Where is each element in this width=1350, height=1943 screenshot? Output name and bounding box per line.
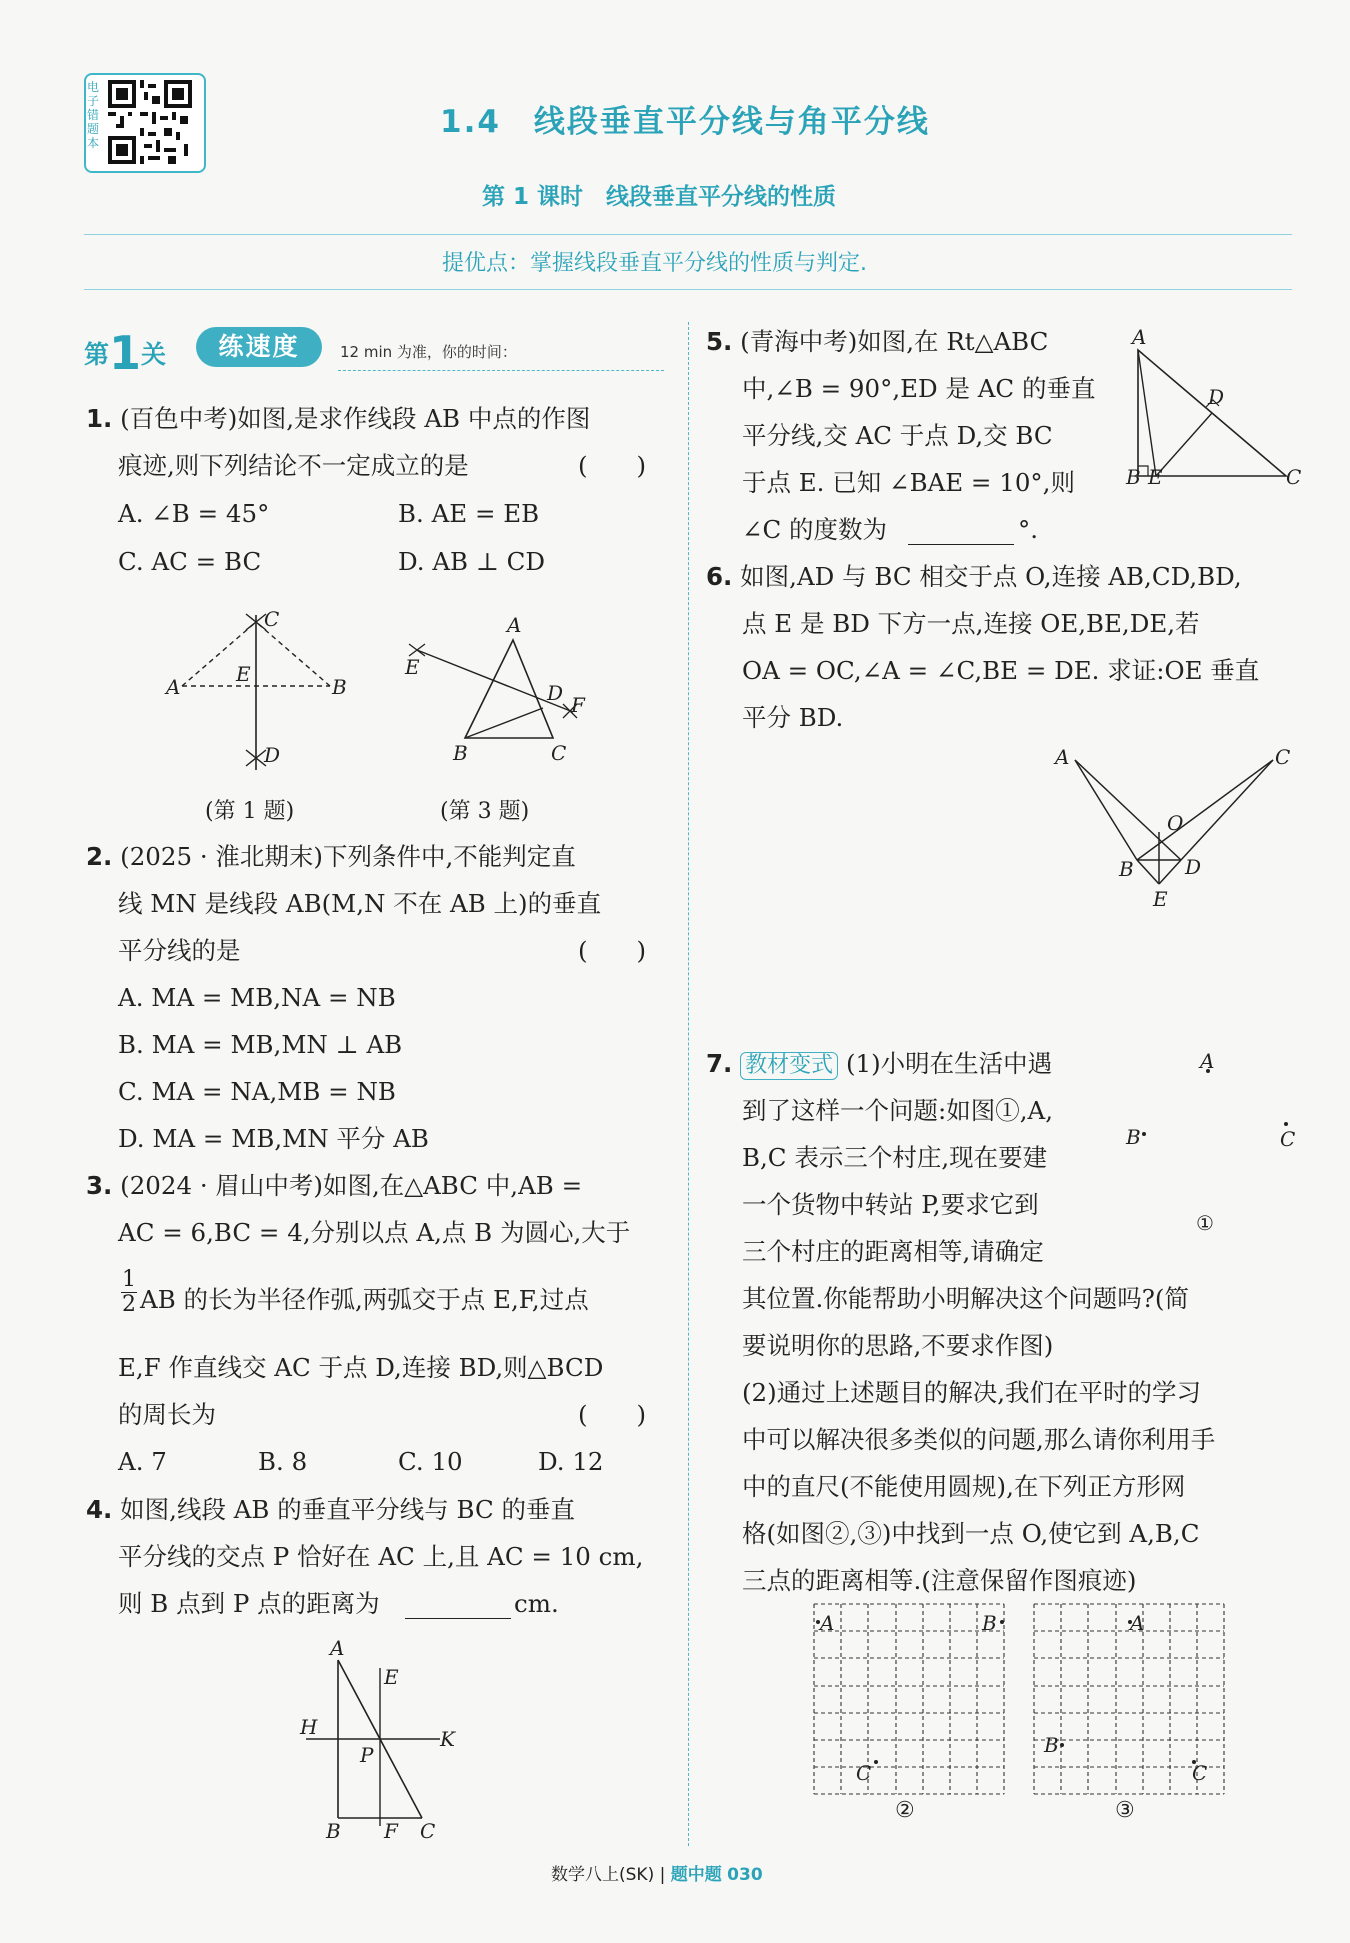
q5-number: 5. <box>706 327 733 356</box>
footer-brand: 题中题 <box>670 1865 722 1885</box>
q3-number: 3. <box>86 1171 113 1200</box>
q3-option-b[interactable]: B. 8 <box>258 1447 308 1476</box>
fig3-label-e: E <box>405 655 420 679</box>
fig1-label-c: C <box>264 607 280 631</box>
fig3-label-c: C <box>551 741 567 765</box>
q2-stem1: (2025 · 淮北期末)下列条件中,不能判定直 <box>120 842 576 871</box>
q3-stem1: (2024 · 眉山中考)如图,在△ABC 中,AB = <box>120 1171 583 1200</box>
fig6-label-o: O <box>1167 811 1184 835</box>
divider-bottom <box>84 289 1292 290</box>
figure-q7-grid-3[interactable] <box>1030 1600 1230 1820</box>
fig7-label-a: A <box>1200 1049 1215 1073</box>
q3-frac-num: 1 <box>122 1267 136 1292</box>
fig1-label-a: A <box>166 675 181 699</box>
fig5-label-c: C <box>1286 465 1302 489</box>
q3-caption: (第 3 题) <box>440 799 530 824</box>
fig6-label-b: B <box>1119 857 1134 881</box>
column-divider <box>688 322 689 1846</box>
grid3-caption: ③ <box>1115 1798 1135 1823</box>
q6-stem1: 如图,AD 与 BC 相交于点 O,连接 AB,CD,BD, <box>740 562 1242 591</box>
figure-q1 <box>160 600 360 785</box>
q3-stem5: 的周长为 <box>118 1400 216 1429</box>
level-prefix: 第 <box>84 340 110 369</box>
q1-option-d[interactable]: D. AB ⊥ CD <box>398 547 546 576</box>
fig7-label-c: C <box>1280 1127 1296 1151</box>
fig5-label-a: A <box>1132 325 1147 349</box>
grid3-label-c: C <box>1192 1761 1208 1785</box>
q5-stem2: 中,∠B = 90°,ED 是 AC 的垂直 <box>742 374 1096 403</box>
level-suffix: 关 <box>141 340 167 369</box>
figure-q4 <box>290 1636 460 1843</box>
q2-line1 <box>86 833 576 880</box>
fig6-label-a: A <box>1055 745 1070 769</box>
fig5-label-b: B <box>1126 465 1141 489</box>
figure-q3 <box>395 612 600 772</box>
q7-stem8: (2)通过上述题目的解决,我们在平时的学习 <box>742 1378 1201 1407</box>
grid2-label-c: C <box>856 1761 872 1785</box>
fig3-triangle <box>465 640 553 738</box>
q7-stem12: 三点的距离相等.(注意保留作图痕迹) <box>742 1566 1137 1595</box>
q3-stem2: AC = 6,BC = 4,分别以点 A,点 B 为圆心,大于 <box>118 1218 631 1247</box>
q1-option-a[interactable]: A. ∠B = 45° <box>118 499 270 528</box>
q2-option-b[interactable]: B. MA = MB,MN ⊥ AB <box>118 1030 403 1059</box>
q6-number: 6. <box>706 562 733 591</box>
q2-option-d[interactable]: D. MA = MB,MN 平分 AB <box>118 1124 429 1153</box>
tip-banner: 提优点：掌握线段垂直平分线的性质与判定. <box>442 251 867 276</box>
q6-stem4: 平分 BD. <box>742 703 844 732</box>
q5-stem1: (青海中考)如图,在 Rt△ABC <box>740 327 1049 356</box>
q3-line1 <box>86 1162 582 1209</box>
q1-option-b[interactable]: B. AE = EB <box>398 499 540 528</box>
figure-q5 <box>1118 325 1302 496</box>
fig6-label-c: C <box>1275 745 1291 769</box>
footer-page-number: 030 <box>727 1865 763 1885</box>
q1-number: 1. <box>86 404 113 433</box>
fig3-label-b: B <box>453 741 468 765</box>
grid2-label-b: B <box>982 1611 997 1635</box>
grid3-label-b: B <box>1044 1733 1059 1757</box>
grid3-label-a: A <box>1130 1611 1145 1635</box>
lesson-title: 第 1 课时 线段垂直平分线的性质 <box>482 184 837 210</box>
q5-stem5b: °. <box>1018 515 1039 544</box>
q4-stem3a: 则 B 点到 P 点的距离为 <box>118 1589 380 1618</box>
q7-line1 <box>706 1040 1052 1087</box>
q3-frac-den: 2 <box>122 1292 136 1317</box>
fig4-label-a: A <box>330 1636 345 1660</box>
fig1-label-b: B <box>332 675 347 699</box>
q1-stem2: 痕迹,则下列结论不一定成立的是 <box>118 451 469 480</box>
figure-q7-1 <box>1110 1040 1300 1240</box>
q1-stem1: (百色中考)如图,是求作线段 AB 中点的作图 <box>120 404 591 433</box>
q7-stem3: B,C 表示三个村庄,现在要建 <box>742 1143 1048 1172</box>
q6-stem2: 点 E 是 BD 下方一点,连接 OE,BE,DE,若 <box>742 609 1200 638</box>
q5-stem3: 平分线,交 AC 于点 D,交 BC <box>742 421 1053 450</box>
qr-label: 电子错题本 <box>87 80 100 150</box>
fig1-label-e: E <box>236 662 251 686</box>
level-heading <box>84 326 166 380</box>
fig7-label-b: B <box>1126 1125 1141 1149</box>
q3-answer-paren[interactable]: ( ) <box>578 1400 647 1429</box>
q5-answer-blank[interactable] <box>908 544 1014 545</box>
fig1-label-d: D <box>264 743 281 767</box>
q2-stem2: 线 MN 是线段 AB(M,N 不在 AB 上)的垂直 <box>118 889 602 918</box>
q3-stem3: AB 的长为半径作弧,两弧交于点 E,F,过点 <box>140 1285 589 1314</box>
level-pill: 练速度 <box>196 327 322 367</box>
fig7-caption-1: ① <box>1196 1211 1214 1235</box>
q4-answer-blank[interactable] <box>405 1618 511 1619</box>
q2-answer-paren[interactable]: ( ) <box>578 936 647 965</box>
q5-stem5a: ∠C 的度数为 <box>742 515 888 544</box>
q1-answer-paren[interactable]: ( ) <box>578 451 647 480</box>
q6-line1 <box>706 553 1242 600</box>
q7-stem1: (1)小明在生活中遇 <box>845 1049 1053 1078</box>
timer-underline <box>338 370 664 371</box>
q7-stem2: 到了这样一个问题:如图①,A, <box>742 1096 1054 1125</box>
q4-line1 <box>86 1486 575 1533</box>
fig6-label-d: D <box>1185 855 1202 879</box>
grid2-label-a: A <box>820 1611 835 1635</box>
q7-stem6: 其位置.你能帮助小明解决这个问题吗?(简 <box>742 1284 1189 1313</box>
q1-option-c[interactable]: C. AC = BC <box>118 547 262 576</box>
level-number: 1 <box>109 326 142 380</box>
figure-q6 <box>1045 740 1295 915</box>
q2-number: 2. <box>86 842 113 871</box>
q5-stem4: 于点 E. 已知 ∠BAE = 10°,则 <box>742 468 1075 497</box>
q7-stem4: 一个货物中转站 P,要求它到 <box>742 1190 1039 1219</box>
fig6-label-e: E <box>1153 887 1168 911</box>
fig4-label-h: H <box>300 1715 318 1739</box>
q2-stem3: 平分线的是 <box>118 936 241 965</box>
divider-top <box>84 234 1292 235</box>
q6-stem3: OA = OC,∠A = ∠C,BE = DE. 求证:OE 垂直 <box>742 656 1260 685</box>
q2-option-c[interactable]: C. MA = NA,MB = NB <box>118 1077 396 1106</box>
q7-tag: 教材变式 <box>740 1052 838 1080</box>
fig4-label-p: P <box>360 1743 374 1767</box>
q7-stem11: 格(如图②,③)中找到一点 O,使它到 A,B,C <box>742 1519 1200 1548</box>
figure-q7-grid-2[interactable] <box>810 1600 1010 1820</box>
q3-option-d[interactable]: D. 12 <box>538 1447 604 1476</box>
q4-number: 4. <box>86 1495 113 1524</box>
fig4-label-e: E <box>384 1665 399 1689</box>
footer-book: 数学八上(SK) <box>551 1865 655 1885</box>
q4-stem3b: cm. <box>514 1589 559 1618</box>
fig5-label-d: D <box>1208 385 1225 409</box>
fig5-label-e: E <box>1148 465 1163 489</box>
fig3-label-f: F <box>571 693 585 717</box>
q5-line1 <box>706 318 1048 365</box>
q7-stem7: 要说明你的思路,不要求作图) <box>742 1331 1054 1360</box>
chapter-title: 1.4 线段垂直平分线与角平分线 <box>440 104 930 140</box>
fig4-label-b: B <box>326 1819 341 1843</box>
footer-separator: | <box>659 1865 666 1885</box>
q7-number: 7. <box>706 1049 733 1078</box>
q7-stem5: 三个村庄的距离相等,请确定 <box>742 1237 1044 1266</box>
q3-stem4: E,F 作直线交 AC 于点 D,连接 BD,则△BCD <box>118 1353 604 1382</box>
q7-stem9: 中可以解决很多类似的问题,那么请你利用手 <box>742 1425 1216 1454</box>
q3-option-a[interactable]: A. 7 <box>118 1447 167 1476</box>
q4-stem2: 平分线的交点 P 恰好在 AC 上,且 AC = 10 cm, <box>118 1542 644 1571</box>
q2-option-a[interactable]: A. MA = MB,NA = NB <box>118 983 396 1012</box>
q1-line1 <box>86 395 590 442</box>
fig4-label-f: F <box>384 1819 398 1843</box>
page-footer <box>551 1860 763 1885</box>
q3-option-c[interactable]: C. 10 <box>398 1447 463 1476</box>
q4-stem1: 如图,线段 AB 的垂直平分线与 BC 的垂直 <box>120 1495 575 1524</box>
timer-label: 12 min 为准，你的时间： <box>340 343 517 361</box>
qr-code-icon[interactable] <box>108 80 192 164</box>
q3-fraction <box>121 1268 137 1317</box>
fig3-label-a: A <box>507 613 522 637</box>
fig4-label-c: C <box>420 1819 436 1843</box>
fig4-label-k: K <box>440 1727 455 1751</box>
grid2-caption: ② <box>895 1798 915 1823</box>
q7-stem10: 中的直尺(不能使用圆规),在下列正方形网 <box>742 1472 1186 1501</box>
q1-caption: (第 1 题) <box>205 799 295 824</box>
fig3-label-d: D <box>547 681 564 705</box>
